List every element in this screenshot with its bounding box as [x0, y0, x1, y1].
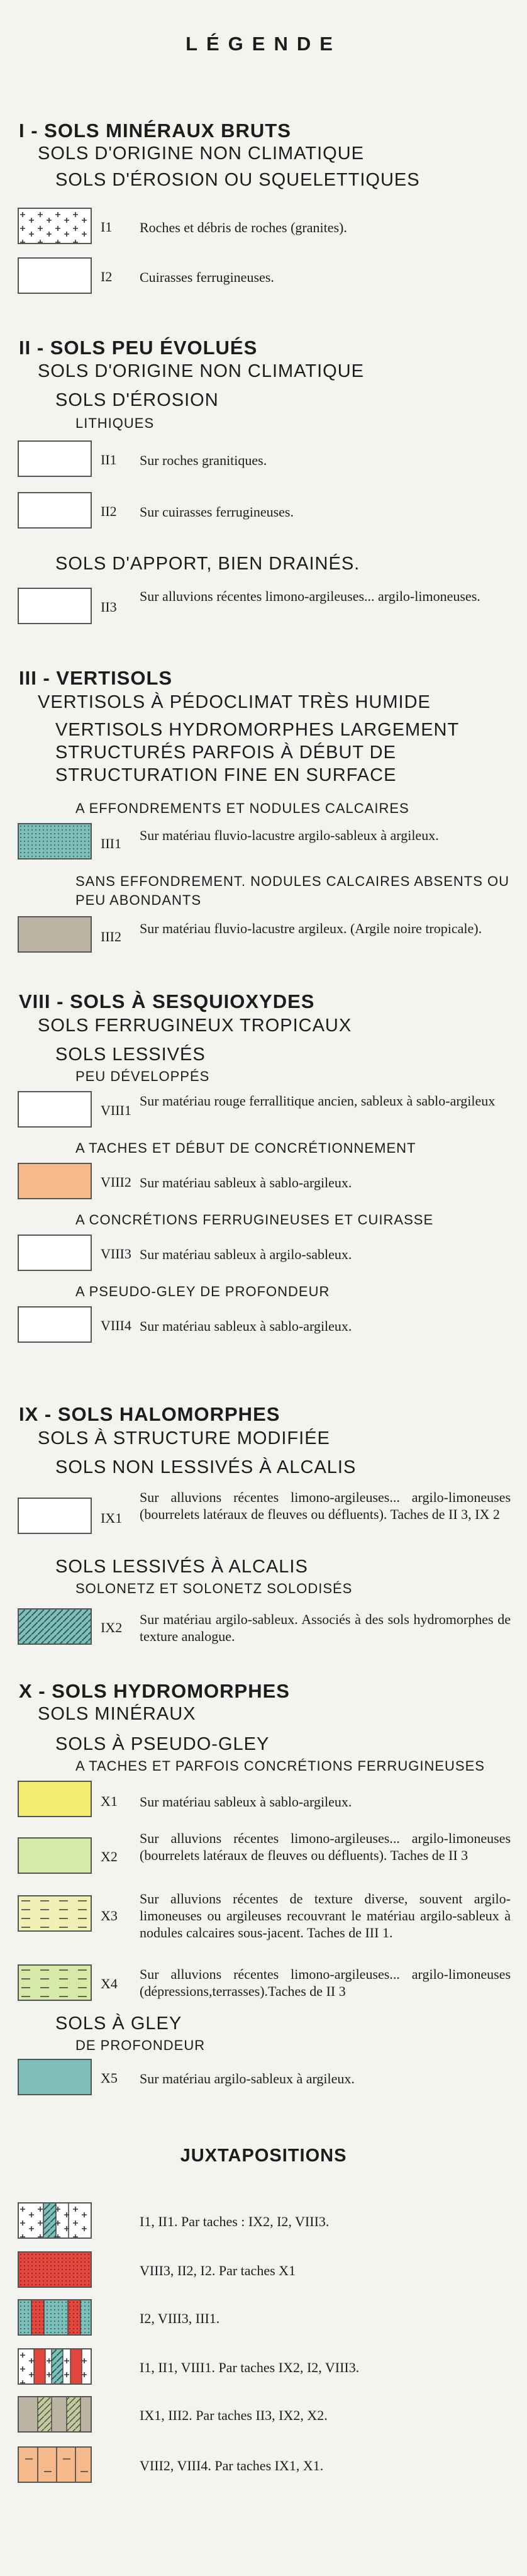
code-viii1: VIII1 [101, 1102, 131, 1118]
section-ix-group1: SOLS NON LESSIVÉS À ALCALIS [55, 1457, 357, 1477]
swatch-i1 [18, 208, 92, 244]
section-x-group2-sub: DE PROFONDEUR [75, 2037, 206, 2053]
section-x-subheading: SOLS MINÉRAUX [38, 1704, 196, 1724]
section-x-group1: SOLS À PSEUDO-GLEY [55, 1734, 270, 1754]
swatch-ii1 [18, 440, 92, 477]
swatch-juxt-2 [18, 2251, 92, 2288]
section-ii-group2: SOLS D'APPORT, BIEN DRAINÉS. [55, 554, 360, 574]
swatch-viii2 [18, 1163, 92, 1199]
swatch-juxt-5 [18, 2396, 92, 2433]
legend-title: LÉGENDE [186, 33, 341, 55]
swatch-viii1 [18, 1091, 92, 1128]
section-x-heading: X - SOLS HYDROMORPHES [19, 1680, 290, 1702]
desc-ix1: Sur alluvions récentes limono-argileuses... argilo-limoneuses (bourrelets latéraux de fleuves ou défluents). Taches de II 3, IX 2 [140, 1489, 511, 1522]
swatch-juxt-6 [18, 2446, 92, 2483]
section-ii-group1-sub: LITHIQUES [75, 415, 155, 431]
code-ii3: II3 [101, 599, 117, 615]
section-ix-heading: IX - SOLS HALOMORPHES [19, 1403, 280, 1425]
section-viii-group: SOLS LESSIVÉS [55, 1044, 206, 1065]
code-i2: I2 [101, 269, 113, 284]
desc-x4: Sur alluvions récentes limono-argileuses... argilo-limoneuses (dépressions,terrasses).Taches de II 3 [140, 1966, 511, 1999]
section-x-group1-sub: A TACHES ET PARFOIS CONCRÉTIONS FERRUGINEUSES [75, 1758, 485, 1774]
desc-i2: Cuirasses ferrugineuses. [140, 269, 274, 285]
desc-ix2: Sur matériau argilo-sableux. Associés à des sols hydromorphes de texture analogue. [140, 1611, 511, 1644]
juxtapositions-heading: JUXTAPOSITIONS [180, 2146, 347, 2166]
swatch-x1 [18, 1781, 92, 1817]
code-iii1: III1 [101, 836, 121, 851]
section-viii-sub2: A CONCRÉTIONS FERRUGINEUSES ET CUIRASSE [75, 1212, 434, 1228]
code-ix1: IX1 [101, 1510, 123, 1526]
desc-x3: Sur alluvions récentes de texture diverse, souvent argilo-limoneuses ou argileuses recouvrant le matériau argilo-sableux à nodules calcaires sous-jacent. Taches de III 1. [140, 1891, 511, 1940]
juxt-desc-1: I1, II1. Par taches : IX2, I2, VIII3. [140, 2214, 330, 2229]
code-i1: I1 [101, 219, 113, 235]
code-x4: X4 [101, 1976, 118, 1991]
code-viii3: VIII3 [101, 1246, 131, 1262]
desc-ii2: Sur cuirasses ferrugineuses. [140, 504, 294, 520]
swatch-juxt-4 [18, 2348, 92, 2385]
swatch-x2 [18, 1837, 92, 1874]
swatch-x4 [18, 1964, 92, 2001]
desc-x1: Sur matériau sableux à sablo-argileux. [140, 1794, 352, 1810]
section-i-group: SOLS D'ÉROSION OU SQUELETTIQUES [55, 170, 420, 190]
desc-iii2: Sur matériau fluvio-lacustre argileux. (Argile noire tropicale). [140, 921, 482, 936]
swatch-i2 [18, 257, 92, 294]
code-x3: X3 [101, 1908, 118, 1924]
section-i-subheading: SOLS D'ORIGINE NON CLIMATIQUE [38, 143, 365, 164]
code-x2: X2 [101, 1849, 118, 1864]
section-x-group2: SOLS À GLEY [55, 2013, 182, 2034]
section-iii-subheading: VERTISOLS À PÉDOCLIMAT TRÈS HUMIDE [38, 692, 431, 712]
swatch-ii3 [18, 588, 92, 624]
code-ix2: IX2 [101, 1620, 123, 1635]
section-viii-subheading: SOLS FERRUGINEUX TROPICAUX [38, 1016, 352, 1036]
desc-viii3: Sur matériau sableux à argilo-sableux. [140, 1246, 352, 1262]
section-ix-subheading: SOLS À STRUCTURE MODIFIÉE [38, 1428, 330, 1448]
code-viii2: VIII2 [101, 1174, 131, 1190]
section-viii-sub0: PEU DÉVELOPPÉS [75, 1068, 210, 1084]
swatch-viii4 [18, 1306, 92, 1343]
section-ix-group2-sub: SOLONETZ ET SOLONETZ SOLODISÉS [75, 1581, 353, 1596]
swatch-viii3 [18, 1235, 92, 1271]
code-ii2: II2 [101, 503, 117, 519]
swatch-ix1 [18, 1498, 92, 1534]
swatch-iii2 [18, 916, 92, 953]
section-viii-sub3: A PSEUDO-GLEY DE PROFONDEUR [75, 1284, 330, 1299]
juxt-desc-2: VIII3, II2, I2. Par taches X1 [140, 2263, 296, 2278]
section-viii-heading: VIII - SOLS À SESQUIOXYDES [19, 990, 315, 1012]
section-i-heading: I - SOLS MINÉRAUX BRUTS [19, 120, 291, 142]
swatch-juxt-3 [18, 2299, 92, 2336]
desc-ii3: Sur alluvions récentes limono-argileuses... argilo-limoneuses. [140, 588, 480, 604]
code-viii4: VIII4 [101, 1318, 131, 1333]
desc-i1: Roches et débris de roches (granites). [140, 220, 347, 235]
juxt-desc-5: IX1, III2. Par taches II3, IX2, X2. [140, 2407, 328, 2423]
swatch-juxt-1 [18, 2202, 92, 2239]
section-iii-sub1: A EFFONDREMENTS ET NODULES CALCAIRES [75, 800, 409, 816]
juxt-desc-4: I1, II1, VIII1. Par taches IX2, I2, VIII3. [140, 2360, 360, 2375]
desc-viii2: Sur matériau sableux à sablo-argileux. [140, 1175, 352, 1190]
desc-viii1: Sur matériau rouge ferrallitique ancien, sableux à sablo-argileux [140, 1093, 496, 1109]
juxt-desc-6: VIII2, VIII4. Par taches IX1, X1. [140, 2458, 324, 2473]
desc-viii4: Sur matériau sableux à sablo-argileux. [140, 1318, 352, 1334]
desc-x5: Sur matériau argilo-sableux à argileux. [140, 2071, 355, 2086]
section-ix-group2: SOLS LESSIVÉS À ALCALIS [55, 1557, 308, 1577]
section-iii-sub2: SANS EFFONDREMENT. NODULES CALCAIRES ABSENTS OU PEU ABONDANTS [75, 873, 510, 908]
swatch-x5 [18, 2059, 92, 2095]
code-ii1: II1 [101, 452, 117, 468]
desc-x2: Sur alluvions récentes limono-argileuses... argilo-limoneuses (bourrelets latéraux de fleuves ou défluents). Taches de II 3 [140, 1830, 511, 1863]
code-x5: X5 [101, 2070, 118, 2086]
section-ii-heading: II - SOLS PEU ÉVOLUÉS [19, 337, 258, 359]
code-iii2: III2 [101, 929, 121, 944]
swatch-iii1 [18, 823, 92, 860]
swatch-ii2 [18, 492, 92, 529]
swatch-ix2 [18, 1608, 92, 1645]
code-x1: X1 [101, 1793, 118, 1809]
section-viii-sub1: A TACHES ET DÉBUT DE CONCRÉTIONNEMENT [75, 1140, 416, 1156]
swatch-x3 [18, 1895, 92, 1932]
section-ii-subheading: SOLS D'ORIGINE NON CLIMATIQUE [38, 361, 365, 381]
section-iii-heading: III - VERTISOLS [19, 667, 173, 689]
section-ii-group1: SOLS D'ÉROSION [55, 390, 219, 410]
juxt-desc-3: I2, VIII3, III1. [140, 2310, 220, 2326]
section-iii-group: VERTISOLS HYDROMORPHES LARGEMENT STRUCTURÉS PARFOIS À DÉBUT DE STRUCTURATION FINE EN SURFACE [55, 720, 459, 785]
desc-ii1: Sur roches granitiques. [140, 452, 267, 468]
desc-iii1: Sur matériau fluvio-lacustre argilo-sableux à argileux. [140, 827, 439, 843]
